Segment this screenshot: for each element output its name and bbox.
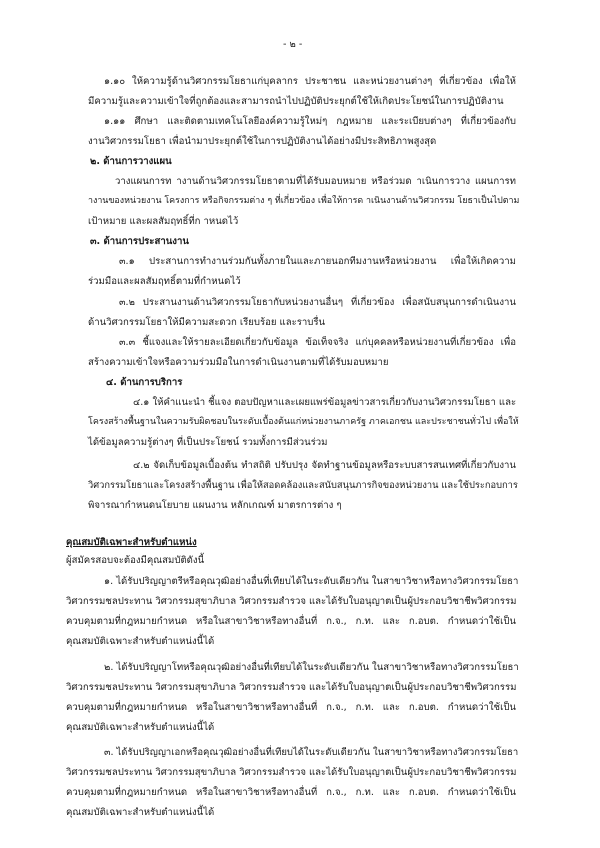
item-3-3-line-1: ๓.๓ ชี้แจงและให้รายละเอียดเกี่ยวกับข้อมูล ข้อเท็จจริง แก่บุคคลหรือหน่วยงานที่เกี่ยวข้อง เพื่อ: [119, 337, 516, 348]
qualification-2-line-4: คุณสมบัติเฉพาะสำหรับตำแหน่งนี้ได้: [66, 722, 215, 733]
item-4-1-line-2: โครงสร้างพื้นฐานในความรับผิดชอบในระดับเบื้องต้นแก่หน่วยงานภาครัฐ ภาคเอกชน และประชาชนทั่วไป เพื่อให้: [88, 417, 519, 427]
qualifications-intro: ผู้สมัครสอบจะต้องมีคุณสมบัติดังนี้: [66, 555, 205, 566]
item-3-3-line-2: สร้างความเข้าใจหรือความร่วมมือในการดำเนินงานตามที่ได้รับมอบหมาย: [88, 357, 389, 368]
section-2-heading: ๒. ด้านการวางแผน: [90, 156, 172, 167]
item-4-2-line-2: วิศวกรรมโยธาและโครงสร้างพื้นฐาน เพื่อให้สอดคล้องและสนับสนุนภารกิจของหน่วยงาน และใช้ประกอบการ: [88, 480, 518, 491]
qualification-3-line-3: ควบคุมตามที่กฎหมายกำหนด หรือในสาขาวิชาหรือทางอื่นที่ ก.จ., ก.ท. และ ก.อบต. กำหนดว่าใช้เป็น: [66, 787, 516, 798]
qualification-1-line-4: คุณสมบัติเฉพาะสำหรับตำแหน่งนี้ได้: [66, 636, 215, 647]
item-1-10-line-2: มีความรู้และความเข้าใจที่ถูกต้องและสามารถนำไปปฏิบัติประยุกต์ใช้ให้เกิดประโยชน์ในการปฏิบัติงาน: [88, 96, 504, 107]
section-3-heading: ๓. ด้านการประสานงาน: [90, 236, 189, 247]
qualifications-heading: คุณสมบัติเฉพาะสำหรับตำแหน่ง: [66, 537, 197, 548]
qualification-2-line-3: ควบคุมตามที่กฎหมายกำหนด หรือในสาขาวิชาหรือทางอื่นที่ ก.จ., ก.ท. และ ก.อบต. กำหนดว่าใช้เป็น: [66, 702, 516, 713]
qualification-1-line-1: ๑. ได้รับปริญญาตรีหรือคุณวุฒิอย่างอื่นที่เทียบได้ในระดับเดียวกัน ในสาขาวิชาหรือทางวิศวกรรมโยธา: [104, 576, 519, 587]
qualification-3-line-2: วิศวกรรมชลประทาน วิศวกรรมสุขาภิบาล วิศวกรรมสำรวจ และได้รับใบอนุญาตเป็นผู้ประกอบวิชาชีพวิศวกรรม: [66, 767, 517, 778]
item-4-2-line-1: ๔.๒ จัดเก็บข้อมูลเบื้องต้น ทำสถิติ ปรับปรุง จัดทำฐานข้อมูลหรือระบบสารสนเทศที่เกี่ยวกับงาน: [133, 460, 516, 471]
qualification-3-line-4: คุณสมบัติเฉพาะสำหรับตำแหน่งนี้ได้: [66, 807, 215, 818]
item-1-10-line-1: ๑.๑๐ ให้ความรู้ด้านวิศวกรรมโยธาแก่บุคลากร ประชาชน และหน่วยงานต่างๆ ที่เกี่ยวข้อง เพื่อให้: [104, 76, 516, 87]
item-3-1-line-1: ๓.๑ ประสานการทำงานร่วมกันทั้งภายในและภายนอกทีมงานหรือหน่วยงาน เพื่อให้เกิดความ: [119, 256, 516, 267]
qualification-3-line-1: ๓. ได้รับปริญญาเอกหรือคุณวุฒิอย่างอื่นที่เทียบได้ในระดับเดียวกัน ในสาขาวิชาหรือทางวิศวกรรมโยธา: [104, 747, 519, 758]
item-1-11-line-1: ๑.๑๑ ศึกษา และติดตามเทคโนโลยีองค์ความรู้ใหม่ๆ กฎหมาย และระเบียบต่างๆ ที่เกี่ยวข้องกับ: [104, 116, 516, 127]
item-3-1-line-2: ร่วมมือและผลสัมฤทธิ์ตามที่กำหนดไว้: [88, 276, 241, 287]
planning-line-3: เป้าหมาย และผลสัมฤทธิ์ที่ก าหนดไว้: [88, 216, 239, 227]
item-3-2-line-1: ๓.๒ ประสานงานด้านวิศวกรรมโยธากับหน่วยงานอื่นๆ ที่เกี่ยวข้อง เพื่อสนับสนุนการดำเนินงาน: [119, 297, 516, 308]
planning-line-1: วางแผนการท างานด้านวิศวกรรมโยธาตามที่ได้รับมอบหมาย หรือร่วมด าเนินการวาง แผนการท: [115, 176, 516, 187]
planning-line-2: างานของหน่วยงาน โครงการ หรือกิจกรรมต่าง ๆ ที่เกี่ยวข้อง เพื่อให้การด าเนินงานด้านวิศวกรรม โยธาเป็นไปตาม: [88, 196, 520, 206]
item-1-11-line-2: งานวิศวกรรมโยธา เพื่อนำมาประยุกต์ใช้ในการปฏิบัติงานได้อย่างมีประสิทธิภาพสูงสุด: [88, 136, 437, 147]
item-4-1-line-3: ได้ข้อมูลความรู้ต่างๆ ที่เป็นประโยชน์ รวมทั้งการมีส่วนร่วม: [88, 437, 328, 448]
item-3-2-line-2: ด้านวิศวกรรมโยธาให้มีความสะดวก เรียบร้อย และราบรื่น: [88, 317, 326, 328]
qualification-1-line-2: วิศวกรรมชลประทาน วิศวกรรมสุขาภิบาล วิศวกรรมสำรวจ และได้รับใบอนุญาตเป็นผู้ประกอบวิชาชีพวิศวกรรม: [66, 596, 517, 607]
item-4-1-line-1: ๔.๑ ให้คำแนะนำ ชี้แจง ตอบปัญหาและเผยแพร่ข้อมูลข่าวสารเกี่ยวกับงานวิศวกรรมโยธา และ: [133, 397, 517, 408]
page-number: - ๒ -: [283, 39, 303, 50]
section-4-heading: ๔. ด้านการบริการ: [106, 377, 183, 388]
item-4-2-line-3: พิจารณากำหนดนโยบาย แผนงาน หลักเกณฑ์ มาตรการต่าง ๆ: [88, 500, 342, 511]
qualification-2-line-2: วิศวกรรมชลประทาน วิศวกรรมสุขาภิบาล วิศวกรรมสำรวจ และได้รับใบอนุญาตเป็นผู้ประกอบวิชาชีพวิศวกรรม: [66, 682, 517, 693]
qualification-1-line-3: ควบคุมตามที่กฎหมายกำหนด หรือในสาขาวิชาหรือทางอื่นที่ ก.จ., ก.ท. และ ก.อบต. กำหนดว่าใช้เป็น: [66, 616, 516, 627]
qualification-2-line-1: ๒. ได้รับปริญญาโทหรือคุณวุฒิอย่างอื่นที่เทียบได้ในระดับเดียวกัน ในสาขาวิชาหรือทางวิศวกรรมโยธา: [104, 662, 519, 673]
